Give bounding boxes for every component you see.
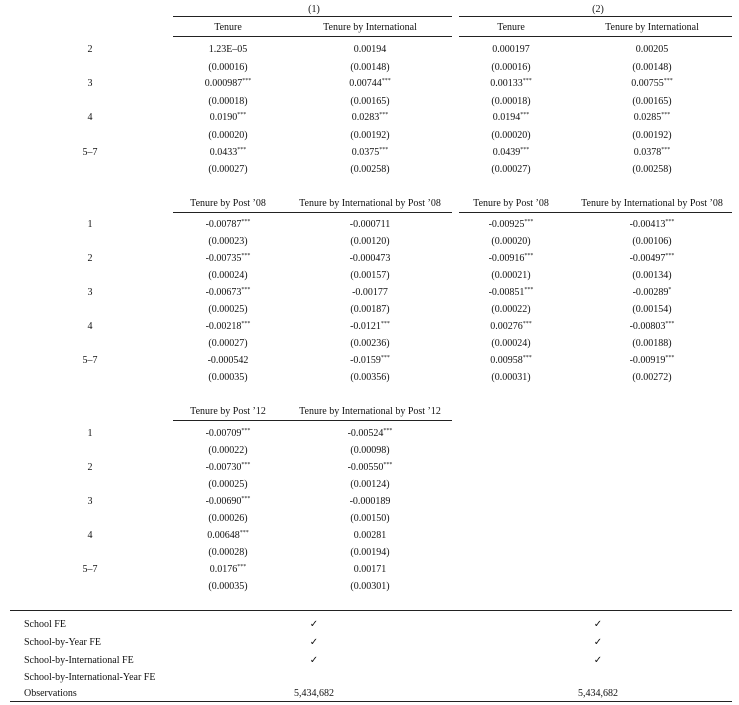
- coef-value: -0.00925: [488, 219, 525, 230]
- column-2-header: (2): [592, 4, 604, 15]
- coef-cell: [348, 428, 393, 440]
- column-1-header: (1): [308, 4, 320, 15]
- se-cell: (0.00035): [208, 581, 248, 592]
- se-cell: (0.00301): [350, 581, 390, 592]
- row-label: 3: [87, 496, 93, 507]
- significance-stars: ***: [522, 355, 532, 361]
- panel-b-header-3: Tenure by Post ’08: [473, 198, 549, 209]
- se-cell: (0.00023): [208, 236, 248, 247]
- coef-value: -0.000711: [349, 219, 391, 230]
- panel-a-rule-2: [459, 36, 732, 37]
- significance-stars: ***: [520, 112, 530, 118]
- row-label: 2: [87, 462, 93, 473]
- se-cell: (0.00194): [350, 547, 390, 558]
- significance-stars: ***: [237, 147, 247, 153]
- coef-cell: [350, 355, 390, 367]
- se-cell: (0.00027): [208, 164, 248, 175]
- coef-cell: [350, 496, 391, 508]
- coef-cell: [208, 355, 249, 367]
- row-label: 1: [87, 219, 93, 230]
- coef-cell: [352, 287, 388, 299]
- panel-b-rule-1: [173, 212, 452, 213]
- coef-value: 0.0190: [209, 112, 238, 123]
- coef-value: 0.0439: [492, 147, 521, 158]
- panel-b-header-1: Tenure by Post ’08: [190, 198, 266, 209]
- significance-stars: ***: [383, 428, 393, 434]
- coef-value: -0.00803: [629, 321, 666, 332]
- significance-stars: ***: [524, 253, 534, 259]
- significance-stars: ***: [381, 78, 391, 84]
- coef-cell: [210, 112, 247, 124]
- coef-cell: [633, 287, 672, 299]
- significance-stars: ***: [522, 78, 532, 84]
- coef-value: -0.00524: [347, 428, 384, 439]
- coef-value: 0.00171: [353, 564, 387, 575]
- se-cell: (0.00192): [632, 130, 672, 141]
- row-label: 4: [87, 530, 93, 541]
- coef-value: 1.23E–05: [208, 44, 248, 55]
- se-cell: (0.00022): [208, 445, 248, 456]
- row-label: 2: [87, 44, 93, 55]
- panel-b-header-2: Tenure by International by Post ’08: [299, 198, 441, 209]
- coef-value: -0.00550: [347, 462, 384, 473]
- coef-value: 0.0176: [209, 564, 238, 575]
- panel-a-header-tenure: Tenure: [214, 22, 242, 33]
- check-icon: ✓: [593, 655, 603, 666]
- se-cell: (0.00018): [491, 96, 531, 107]
- coef-value: -0.00851: [488, 287, 525, 298]
- se-cell: (0.00031): [491, 372, 531, 383]
- coef-cell: [206, 287, 251, 299]
- coef-value: -0.00916: [488, 253, 525, 264]
- row-label: 5–7: [82, 355, 98, 366]
- coef-cell: [350, 219, 390, 231]
- coef-cell: [489, 253, 534, 265]
- coef-value: 0.000987: [204, 78, 243, 89]
- coef-cell: [206, 321, 251, 333]
- se-cell: (0.00356): [350, 372, 390, 383]
- significance-stars: ***: [522, 321, 532, 327]
- significance-stars: *: [668, 287, 672, 293]
- coef-value: 0.00281: [353, 530, 387, 541]
- se-cell: (0.00188): [632, 338, 672, 349]
- se-cell: (0.00192): [350, 130, 390, 141]
- coef-cell: [205, 78, 252, 90]
- fe-label: School-by-Year FE: [24, 637, 102, 648]
- se-cell: (0.00027): [491, 164, 531, 175]
- coef-value: 0.00958: [490, 355, 523, 366]
- se-cell: (0.00028): [208, 547, 248, 558]
- coef-value: -0.00735: [205, 253, 242, 264]
- coef-cell: [209, 44, 248, 56]
- significance-stars: ***: [520, 147, 530, 153]
- coef-cell: [352, 147, 389, 159]
- fe-label: School-by-International FE: [24, 655, 134, 666]
- coef-cell: [210, 564, 247, 576]
- coef-value: -0.000473: [349, 253, 391, 264]
- coef-cell: [493, 147, 530, 159]
- coef-value: -0.00218: [205, 321, 242, 332]
- significance-stars: ***: [665, 253, 675, 259]
- coef-cell: [354, 564, 387, 576]
- column-1-rule: [173, 16, 452, 17]
- se-cell: (0.00148): [350, 62, 390, 73]
- se-cell: (0.00027): [208, 338, 248, 349]
- significance-stars: ***: [237, 564, 247, 570]
- coef-value: 0.0285: [633, 112, 662, 123]
- significance-stars: ***: [379, 112, 389, 118]
- coef-cell: [631, 78, 673, 90]
- se-cell: (0.00098): [350, 445, 390, 456]
- coef-cell: [630, 321, 675, 333]
- significance-stars: ***: [380, 355, 390, 361]
- se-cell: (0.00035): [208, 372, 248, 383]
- significance-stars: ***: [524, 219, 534, 225]
- se-cell: (0.00016): [208, 62, 248, 73]
- se-cell: (0.00258): [632, 164, 672, 175]
- coef-cell: [630, 219, 675, 231]
- se-cell: (0.00025): [208, 479, 248, 490]
- se-cell: (0.00148): [632, 62, 672, 73]
- significance-stars: ***: [663, 78, 673, 84]
- coef-cell: [630, 253, 675, 265]
- panel-a-header-tenure-intl-2: Tenure by International: [605, 22, 699, 33]
- coef-value: -0.00497: [629, 253, 666, 264]
- coef-value: -0.00709: [205, 428, 242, 439]
- coef-value: -0.0159: [350, 355, 381, 366]
- coef-value: 0.00205: [635, 44, 669, 55]
- significance-stars: ***: [241, 287, 251, 293]
- significance-stars: ***: [241, 253, 251, 259]
- coef-cell: [634, 147, 671, 159]
- se-cell: (0.00106): [632, 236, 672, 247]
- coef-value: -0.00787: [205, 219, 242, 230]
- coef-value: 0.0283: [351, 112, 380, 123]
- significance-stars: ***: [665, 219, 675, 225]
- significance-stars: ***: [524, 287, 534, 293]
- fe-label: School-by-International-Year FE: [24, 672, 156, 683]
- se-cell: (0.00020): [491, 130, 531, 141]
- check-icon: ✓: [593, 619, 603, 630]
- se-cell: (0.00165): [350, 96, 390, 107]
- check-icon: ✓: [309, 637, 319, 648]
- row-label: 4: [87, 112, 93, 123]
- significance-stars: ***: [379, 147, 389, 153]
- fe-top-rule: [10, 610, 732, 611]
- observations-value-2: 5,434,682: [578, 688, 618, 699]
- se-cell: (0.00026): [208, 513, 248, 524]
- coef-value: -0.0121: [350, 321, 381, 332]
- significance-stars: ***: [239, 530, 249, 536]
- coef-value: -0.00919: [629, 355, 666, 366]
- se-cell: (0.00018): [208, 96, 248, 107]
- se-cell: (0.00025): [208, 304, 248, 315]
- row-label: 5–7: [82, 564, 98, 575]
- coef-value: 0.00744: [349, 78, 382, 89]
- se-cell: (0.00165): [632, 96, 672, 107]
- se-cell: (0.00236): [350, 338, 390, 349]
- panel-b-header-4: Tenure by International by Post ’08: [581, 198, 723, 209]
- observations-label: Observations: [24, 688, 77, 699]
- coef-cell: [206, 253, 251, 265]
- significance-stars: ***: [661, 112, 671, 118]
- se-cell: (0.00154): [632, 304, 672, 315]
- coef-cell: [636, 44, 669, 56]
- significance-stars: ***: [665, 355, 675, 361]
- coef-cell: [206, 496, 251, 508]
- coef-cell: [350, 321, 390, 333]
- se-cell: (0.00016): [491, 62, 531, 73]
- column-2-rule: [459, 16, 732, 17]
- panel-b-rule-2: [459, 212, 732, 213]
- panel-c-header-1: Tenure by Post ’12: [190, 406, 266, 417]
- se-cell: (0.00157): [350, 270, 390, 281]
- significance-stars: ***: [665, 321, 675, 327]
- se-cell: (0.00258): [350, 164, 390, 175]
- coef-value: -0.00177: [352, 287, 388, 298]
- row-label: 3: [87, 78, 93, 89]
- panel-c-rule: [173, 420, 452, 421]
- se-cell: (0.00022): [491, 304, 531, 315]
- coef-cell: [354, 530, 387, 542]
- check-icon: ✓: [309, 619, 319, 630]
- coef-cell: [348, 462, 393, 474]
- panel-a-header-tenure-intl: Tenure by International: [323, 22, 417, 33]
- coef-value: 0.00648: [207, 530, 240, 541]
- significance-stars: ***: [242, 78, 252, 84]
- check-icon: ✓: [593, 637, 603, 648]
- significance-stars: ***: [241, 321, 251, 327]
- coef-cell: [492, 44, 530, 56]
- coef-value: 0.0375: [351, 147, 380, 158]
- coef-cell: [354, 44, 387, 56]
- coef-value: -0.00690: [205, 496, 242, 507]
- coef-value: 0.0433: [209, 147, 238, 158]
- row-label: 3: [87, 287, 93, 298]
- coef-value: -0.00673: [205, 287, 242, 298]
- coef-value: 0.00133: [490, 78, 523, 89]
- coef-value: 0.00755: [631, 78, 664, 89]
- coef-value: -0.00289: [632, 287, 669, 298]
- coef-cell: [493, 112, 530, 124]
- coef-value: -0.00730: [205, 462, 242, 473]
- coef-cell: [489, 219, 534, 231]
- significance-stars: ***: [241, 496, 251, 502]
- observations-value-1: 5,434,682: [294, 688, 334, 699]
- significance-stars: ***: [237, 112, 247, 118]
- panel-a-rule-1: [173, 36, 452, 37]
- coef-value: 0.0378: [633, 147, 662, 158]
- coef-cell: [490, 321, 532, 333]
- se-cell: (0.00020): [491, 236, 531, 247]
- se-cell: (0.00150): [350, 513, 390, 524]
- coef-value: 0.00276: [490, 321, 523, 332]
- coef-cell: [210, 147, 247, 159]
- coef-value: -0.00413: [629, 219, 666, 230]
- coef-cell: [206, 462, 251, 474]
- panel-c-header-2: Tenure by International by Post ’12: [299, 406, 441, 417]
- coef-value: 0.000197: [492, 44, 530, 55]
- coef-cell: [490, 355, 532, 367]
- coef-value: 0.00194: [353, 44, 387, 55]
- coef-cell: [349, 78, 391, 90]
- se-cell: (0.00024): [491, 338, 531, 349]
- coef-cell: [207, 530, 249, 542]
- coef-value: -0.000542: [207, 355, 249, 366]
- se-cell: (0.00120): [350, 236, 390, 247]
- row-label: 5–7: [82, 147, 98, 158]
- se-cell: (0.00024): [208, 270, 248, 281]
- se-cell: (0.00124): [350, 479, 390, 490]
- coef-cell: [352, 112, 389, 124]
- significance-stars: ***: [380, 321, 390, 327]
- coef-value: 0.0194: [492, 112, 521, 123]
- se-cell: (0.00134): [632, 270, 672, 281]
- coef-cell: [630, 355, 675, 367]
- row-label: 1: [87, 428, 93, 439]
- row-label: 2: [87, 253, 93, 264]
- significance-stars: ***: [241, 219, 251, 225]
- coef-cell: [490, 78, 532, 90]
- check-icon: ✓: [309, 655, 319, 666]
- significance-stars: ***: [383, 462, 393, 468]
- significance-stars: ***: [241, 462, 251, 468]
- panel-a-header-tenure-2: Tenure: [497, 22, 525, 33]
- significance-stars: ***: [241, 428, 251, 434]
- significance-stars: ***: [661, 147, 671, 153]
- se-cell: (0.00272): [632, 372, 672, 383]
- coef-cell: [206, 219, 251, 231]
- se-cell: (0.00020): [208, 130, 248, 141]
- coef-cell: [206, 428, 251, 440]
- coef-cell: [489, 287, 534, 299]
- fe-label: School FE: [24, 619, 66, 630]
- coef-cell: [634, 112, 671, 124]
- coef-value: -0.000189: [349, 496, 391, 507]
- se-cell: (0.00187): [350, 304, 390, 315]
- se-cell: (0.00021): [491, 270, 531, 281]
- row-label: 4: [87, 321, 93, 332]
- table-bottom-rule: [10, 701, 732, 702]
- coef-cell: [350, 253, 391, 265]
